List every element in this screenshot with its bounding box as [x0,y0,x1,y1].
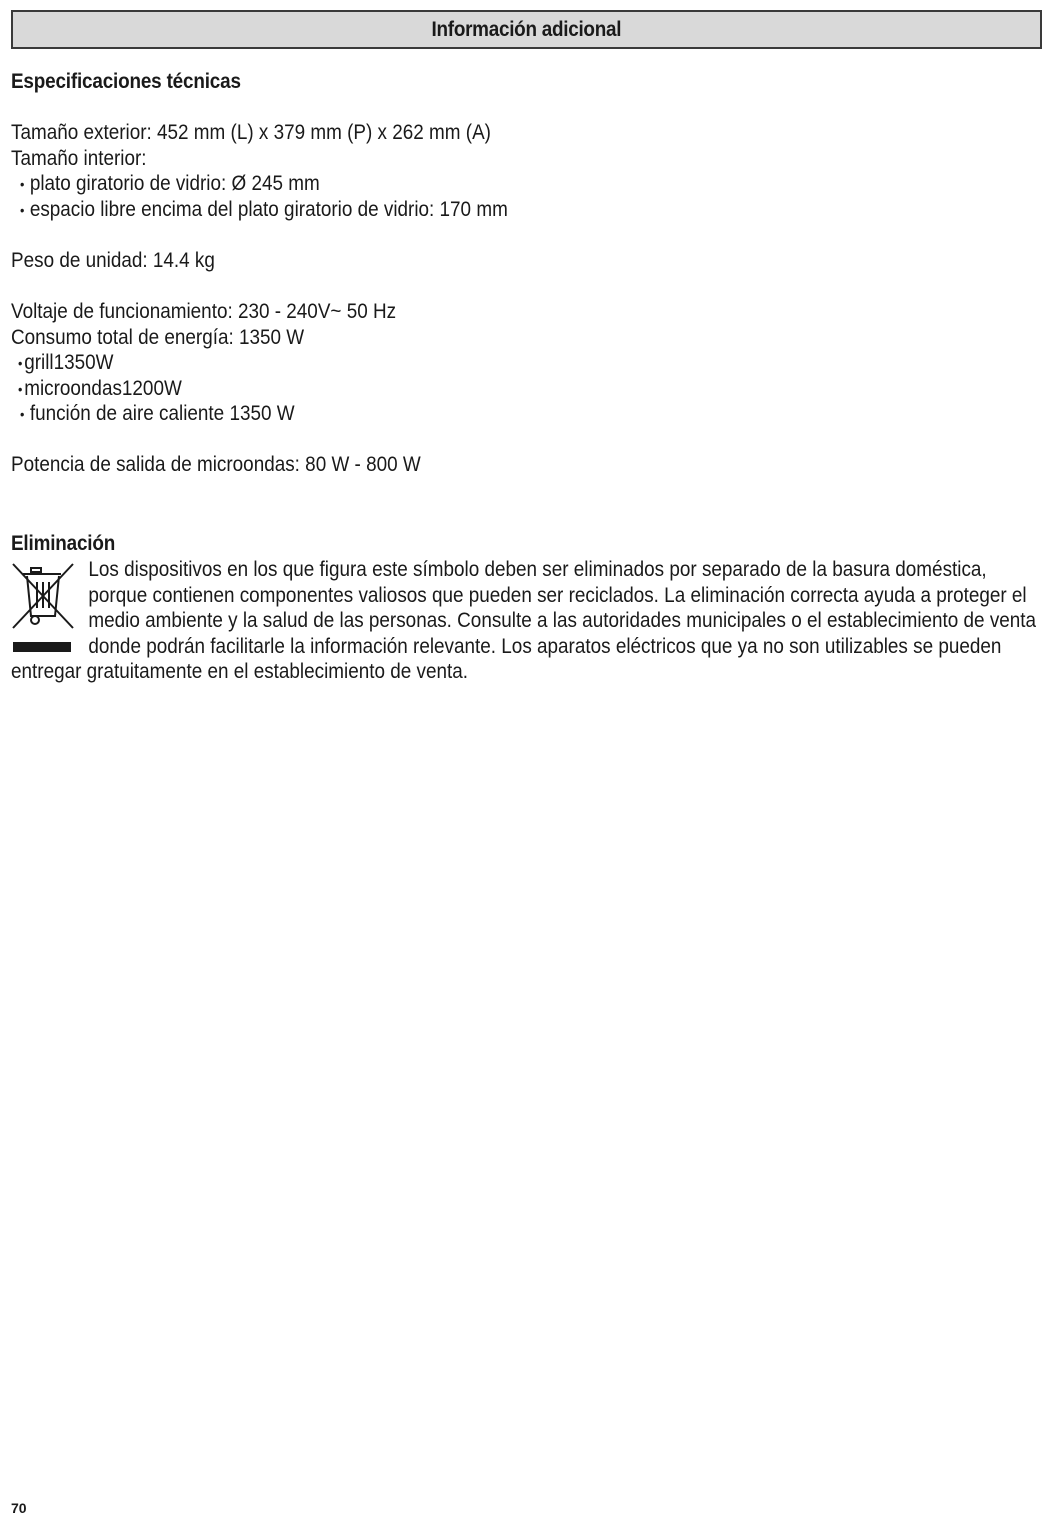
interior-item: • espacio libre encima del plato giratorio de vidrio: 170 mm [20,197,508,223]
bullet-icon: • [20,176,25,193]
bullet-icon: • [18,381,23,398]
power-item: •grill1350W [18,350,114,376]
interior-item: • plato giratorio de vidrio: Ø 245 mm [20,171,320,197]
page-number: 70 [11,1500,27,1516]
unit-weight: Peso de unidad: 14.4 kg [11,249,215,272]
section-header [11,10,1042,49]
icon-indent [11,557,88,657]
bullet-icon: • [18,355,23,372]
microwave-output-power: Potencia de salida de microondas: 80 W - 800 W [11,453,421,476]
bullet-icon: • [20,202,25,219]
disposal-title: Eliminación [11,532,116,555]
operating-voltage: Voltaje de funcionamiento: 230 - 240V~ 50 Hz [11,300,397,323]
power-item: •microondas1200W [18,376,182,402]
power-item: • función de aire caliente 1350 W [20,401,295,427]
power-consumption: Consumo total de energía: 1350 W [11,326,305,349]
exterior-size: Tamaño exterior: 452 mm (L) x 379 mm (P) x 262 mm (A) [11,121,491,144]
specs-title: Especificaciones técnicas [11,70,241,93]
interior-size-label: Tamaño interior: [11,147,147,170]
disposal-paragraph: Los dispositivos en los que figura este símbolo deben ser eliminados por separado de la basura doméstica, porque contienen componentes valiosos que pueden ser reciclados. La eliminación correcta ayuda a proteger el medio ambiente y la salud de las personas. Consulte a las autoridades municipales o el establecimiento de venta donde podrán facilitarle la información relevante. Los aparatos eléctricos que ya no son utilizables se pueden entregar gratuitamente en el establecimiento de venta. [11,558,1037,683]
page-title: Información adicional [431,17,622,41]
bullet-icon: • [20,406,25,423]
